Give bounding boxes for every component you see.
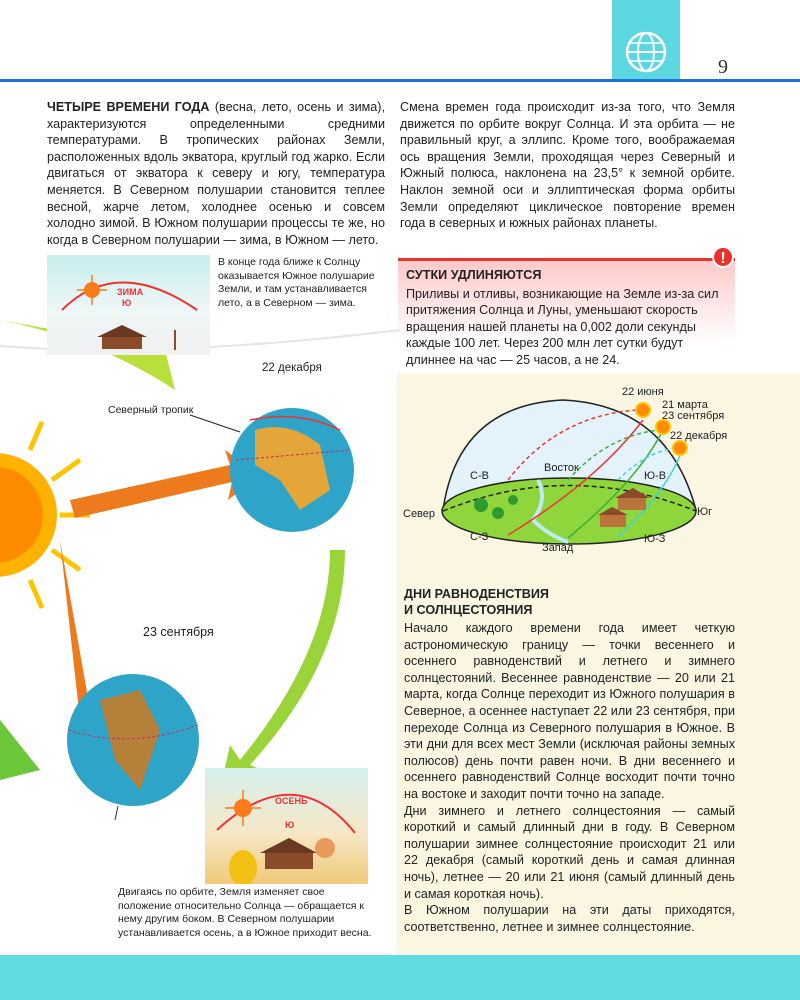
dome-southwest: Ю-З [644,533,666,545]
chapter-tab [612,0,680,80]
dome-northeast: С-В [470,470,489,482]
autumn-season-label: ОСЕНЬ [275,796,308,806]
section-title-1: ДНИ РАВНОДЕНСТВИЯ [404,587,549,601]
fact-title: СУТКИ УДЛИНЯЮТСЯ [406,268,542,282]
dome-label-december: 22 декабря [670,430,728,442]
fact-text: Приливы и отливы, возникающие на Земле из-за сил притяжения Солнца и Луны, уменьшают скорость вращения нашей планеты на 0,002 доли секунды каждые 100 лет. Через 200 млн лет сутки будут длиннее на час — 25 часов, а не 24. [406,286,719,367]
label-september: 23 сентября [143,625,214,639]
intro-paragraph [47,99,385,248]
dome-south: Юг [697,506,713,518]
orbit-arrow-icon [0,720,40,780]
winter-caption: В конце года ближе к Солнцу оказывается Южное полушарие Земли, и там устанавливается лето, а в Северном — зима. [218,256,375,309]
equinox-p3: В Южном полушарии на эти даты приходятся, соответственно, летнее и зимнее солнцестояние. [404,903,735,934]
label-northern-tropic: Северный тропик [108,404,194,416]
dome-label-september: 23 сентября [662,410,725,422]
autumn-inset [205,768,368,884]
dome-north: Север [403,508,436,520]
winter-direction-label: Ю [122,298,132,308]
earth-september [67,674,199,806]
fact-box [398,258,735,367]
globe-icon [612,0,680,80]
header-rule [0,79,800,82]
exclamation-icon: ! [712,246,734,268]
winter-season-label: ЗИМА [117,287,144,297]
section-title-2: И СОЛНЦЕСТОЯНИЯ [404,603,533,617]
winter-inset [47,255,210,355]
earth-december [230,408,354,532]
intro-text: (весна, лето, осень и зима), характеризуются определенными средними температурами. В тропических районах Земли, расположенных вдоль экватора, круглый год жарко. Если двигаться от экватора к северу и югу, температура меняется. В Северном полушарии становится теплее весной, жарче летом, холоднее осенью и совсем холодно зимой. В Южном полушарии процессы те же, но когда в Северном полушарии — зима, в Южном — лето. [47,100,385,247]
dome-label-june: 22 июня [622,386,664,398]
dome-east: Восток [544,462,579,474]
orbit-arrow-icon [220,550,345,790]
autumn-direction-label: Ю [285,820,295,830]
dome-label-march: 21 марта [662,399,708,411]
autumn-caption: Двигаясь по орбите, Земля изменяет свое положение относительно Солнца — обращается к нему другим боком. В Северном полушарии устанавливается осень, а в Южное приходит весна. [118,886,372,939]
label-december: 22 декабря [262,362,322,374]
dome-southeast: Ю-В [644,470,667,482]
equinox-p2: Дни зимнего и летнего солнцестояния — самый короткий и самый длинный дни в году. В Северном полушарии зимнее солнцестояние происходит 21 или 22 декабря (самый короткий день и самая длинная ночь), летнее — 20 или 21 июня (самый длинный день и самая короткая ночь). [404,803,735,901]
footer-band [0,955,800,1000]
intro-title: ЧЕТЫРЕ ВРЕМЕНИ ГОДА [47,100,210,114]
equinox-section [404,586,735,935]
page-number: 9 [718,56,728,78]
cause-paragraph: Смена времен года происходит из-за того, что Земля движется по орбите вокруг Солнца. И эта орбита — не правильный круг, а эллипс. Кроме того, воображаемая ось вращения Земли, проходящая через Северный и Южный полюса, наклонена на 23,5° к земной орбите. Наклон земной оси и эллиптическая форма орбиты Земли определяют циклическое повторение времен года в северных и южных районах планеты. [400,100,735,231]
tropic-pointer [190,415,240,432]
dome-northwest: С-З [470,531,489,543]
equinox-p1: Начало каждого времени года имеет четкую астрономическую границу — точки весеннего и осеннего равноденствий и летнего и зимнего солнцестояний. Весеннее равноденствие — 20 или 21 марта, когда Солнце переходит из Южного полушария в Северное, а осеннее наступает 22 или 23 сентября, при переходе Солнца из Северного полушария в Южное. В эти дни для всех мест Земли (исключая районы земных полюсов) день почти равен ночи. В дни весеннего и осеннего равноденствий Солнце восходит почти точно на востоке и заходит почти точно на западе. [404,621,735,801]
dome-west: Запад [542,542,574,554]
